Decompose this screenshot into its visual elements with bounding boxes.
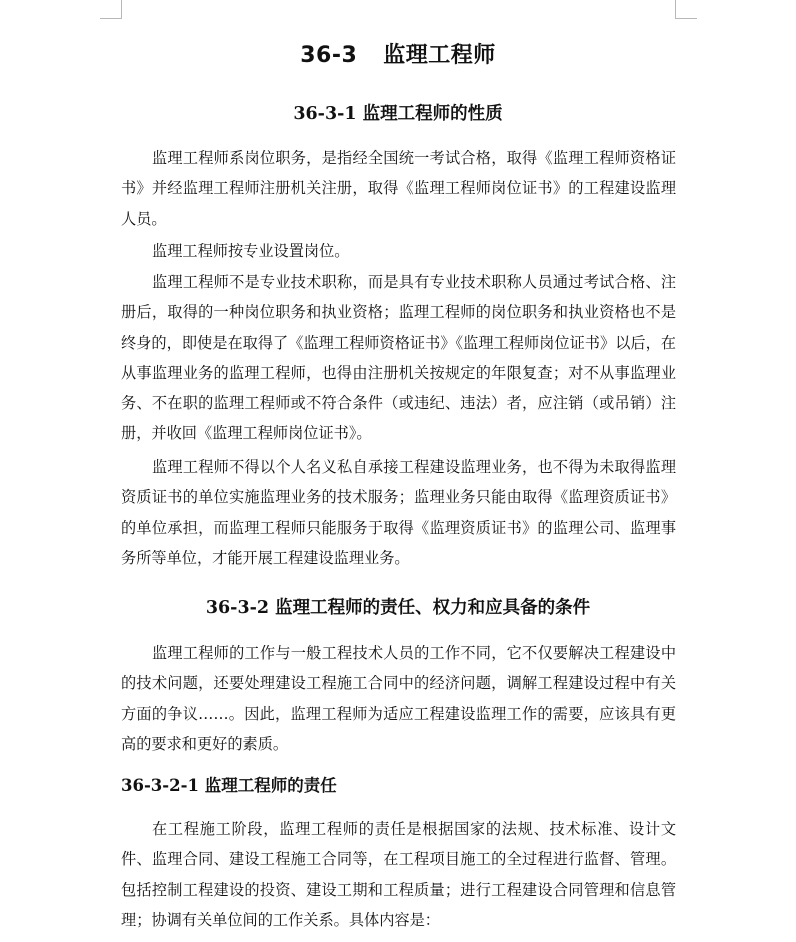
chapter-number: 36-3 <box>300 43 358 68</box>
paragraph: 监理工程师按专业设置岗位。 <box>152 242 350 260</box>
crop-mark-top-left <box>100 18 122 19</box>
chapter-title <box>0 38 796 74</box>
paragraph: 监理工程师的工作与一般工程技术人员的工作不同，它不仅要解决工程建设中的技术问题，还要处理建设工程施工合同中的经济问题，调解工程建设过程中有关方面的争议……。因此，监理工程师为适应工程建设监理工作的需要，应该具有更高的要求和更好的素质。 <box>121 644 676 753</box>
section-heading-responsibilities: 36-3-2 监理工程师的责任、权力和应具备的条件 <box>205 598 591 618</box>
paragraph: 监理工程师系岗位职务，是指经全国统一考试合格，取得《监理工程师资格证书》并经监理工程师注册机关注册，取得《监理工程师岗位证书》的工程建设监理人员。 <box>121 149 676 228</box>
crop-mark-top-left <box>121 0 122 18</box>
paragraph: 监理工程师不是专业技术职称，而是具有专业技术职称人员通过考试合格、注册后，取得的一种岗位职务和执业资格；监理工程师的岗位职务和执业资格也不是终身的，即使是在取得了《监理工程师资格证书》《监理工程师岗位证书》以后，在从事监理业务的监理工程师，也得由注册机关按规定的年限复查；对不从事监理业务、不在职的监理工程师或不符合条件（或违纪、违法）者，应注销（或吊销）注册，并收回《监理工程师岗位证书》。 <box>121 273 676 443</box>
crop-mark-top-right <box>675 18 697 19</box>
paragraph: 在工程施工阶段，监理工程师的责任是根据国家的法规、技术标准、设计文件、监理合同、建设工程施工合同等，在工程项目施工的全过程进行监督、管理。包括控制工程建设的投资、建设工期和工程质量；进行工程建设合同管理和信息管理；协调有关单位间的工作关系。具体内容是： <box>121 820 676 929</box>
crop-mark-top-right <box>675 0 676 18</box>
subsection-heading: 36-3-2-1 监理工程师的责任 <box>121 776 337 795</box>
paragraph: 监理工程师不得以个人名义私自承接工程建设监理业务，也不得为未取得监理资质证书的单位实施监理业务的技术服务；监理业务只能由取得《监理资质证书》的单位承担，而监理工程师只能服务于取得《监理资质证书》的监理公司、监理事务所等单位，才能开展工程建设监理业务。 <box>121 458 676 567</box>
chapter-title-text: 监理工程师 <box>383 43 496 68</box>
section-heading-nature: 36-3-1 监理工程师的性质 <box>293 104 503 124</box>
